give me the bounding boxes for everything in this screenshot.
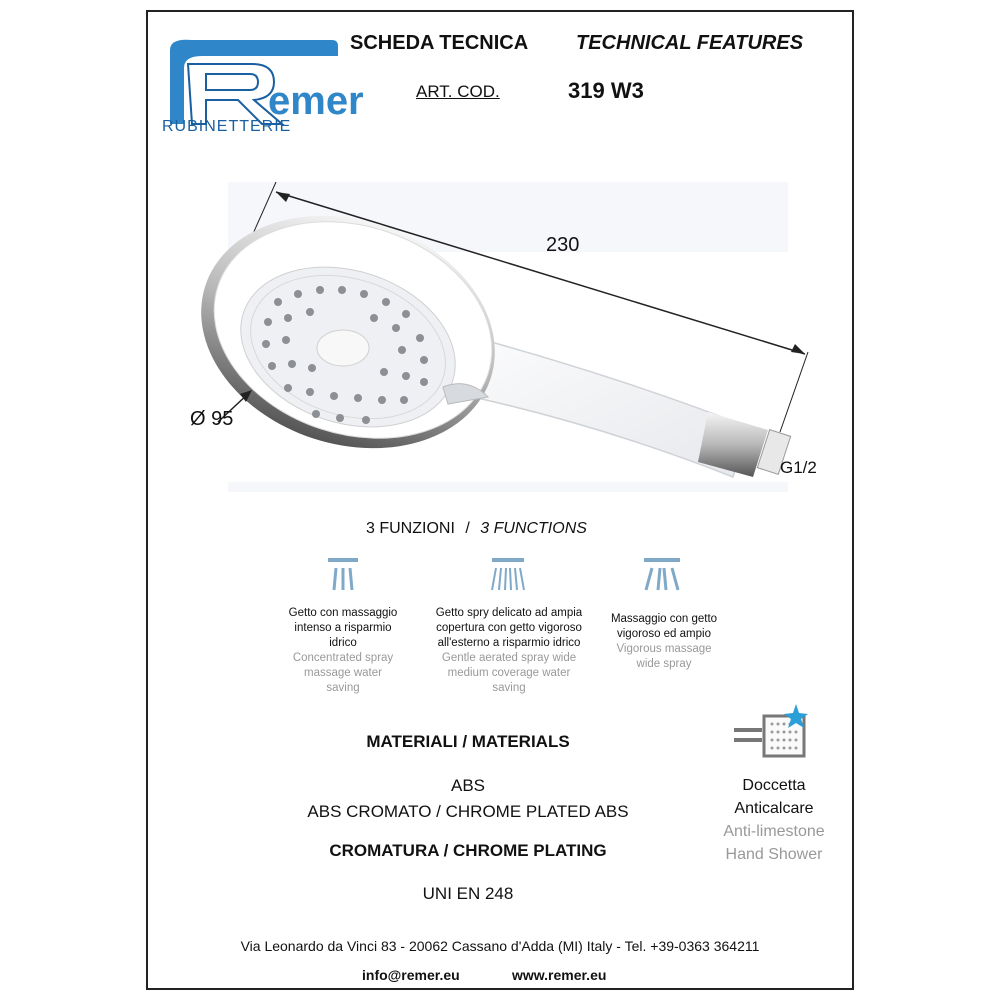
art-cod-value: 319 W3 xyxy=(568,78,644,103)
header-scheda-tecnica: SCHEDA TECNICA xyxy=(350,32,529,54)
length-label: 230 xyxy=(546,234,580,256)
anti-limestone-label: Doccetta Anticalcare Anti-limestone Hand Shower xyxy=(723,777,825,863)
function-1: Getto con massaggio intenso a risparmio idrico Concentrated spray massage water saving xyxy=(288,607,398,694)
plating-standard: UNI EN 248 xyxy=(422,884,514,903)
art-cod-label: ART. COD. xyxy=(416,82,500,101)
shower-drawing xyxy=(188,172,828,492)
header-technical-features: TECHNICAL FEATURES xyxy=(576,32,804,54)
footer-website[interactable]: www.remer.eu xyxy=(512,967,607,983)
diameter-label: Ø 95 xyxy=(190,408,234,430)
function-3: Massaggio con getto vigoroso ed ampio Vigorous massage wide spray xyxy=(610,613,718,670)
plating-title: CROMATURA / CHROME PLATING xyxy=(329,841,607,860)
wide-massage-spray-icon xyxy=(642,556,682,594)
materials-title: MATERIALI / MATERIALS xyxy=(366,732,570,751)
logo-subtitle: RUBINETTERIE xyxy=(162,118,292,135)
functions-title-sep: / xyxy=(465,520,470,537)
technical-sheet xyxy=(146,10,854,990)
material-abs: ABS xyxy=(450,776,486,795)
functions-title-en: 3 FUNCTIONS xyxy=(480,520,587,537)
functions-title xyxy=(366,520,587,538)
footer-email[interactable]: info@remer.eu xyxy=(362,967,460,983)
aerated-spray-icon xyxy=(488,556,528,594)
function-2: Getto spry delicato ad ampia copertura con getto vigoroso all'esterno a risparmio idrico Gentle aerated spray wide medium coverage water saving xyxy=(435,607,583,694)
functions-title-it: 3 FUNZIONI xyxy=(366,520,455,537)
concentrated-spray-icon xyxy=(326,556,360,594)
thread-label: G1/2 xyxy=(780,458,817,477)
footer-address: Via Leonardo da Vinci 83 - 20062 Cassano d'Adda (MI) Italy - Tel. +39-0363 364211 xyxy=(240,938,760,954)
anti-limestone-icon xyxy=(732,702,810,762)
logo-wordmark: emer xyxy=(268,79,364,123)
material-chrome-abs: ABS CROMATO / CHROME PLATED ABS xyxy=(307,802,629,821)
